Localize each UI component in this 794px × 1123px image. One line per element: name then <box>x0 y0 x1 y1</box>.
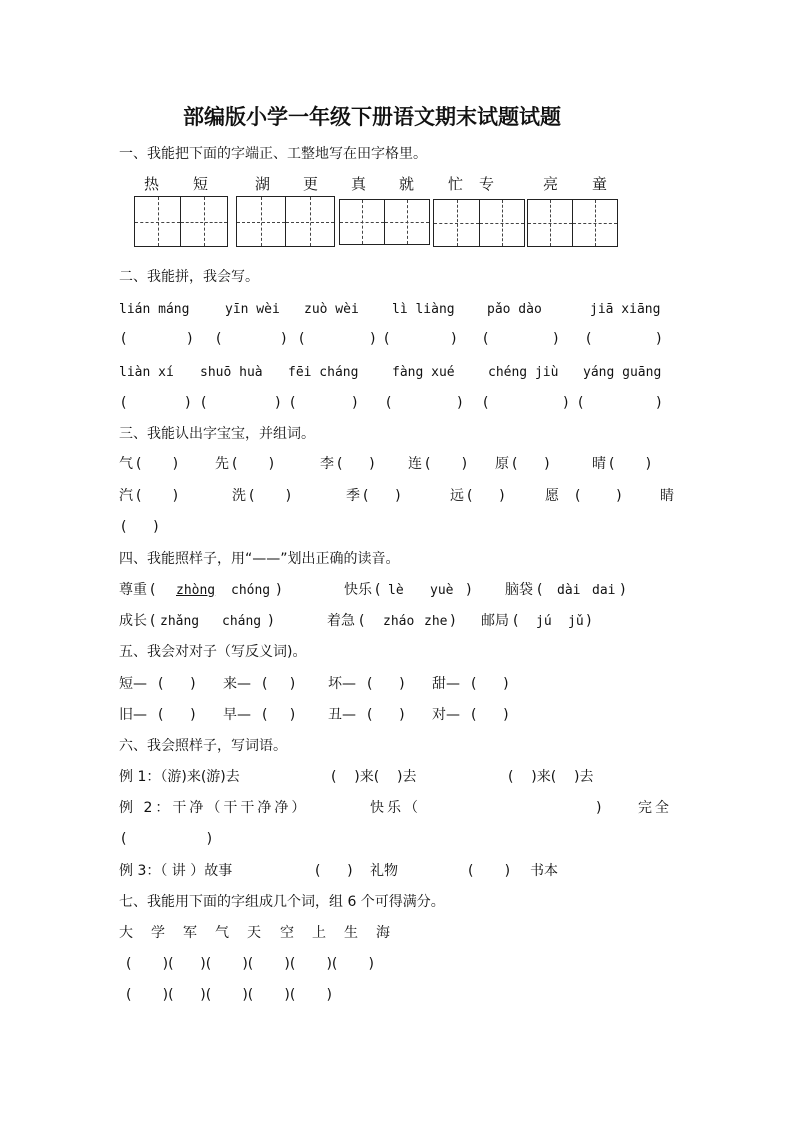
tianzige-cell[interactable] <box>339 199 385 245</box>
q7-blank-row-2: ( )( )( )( )( ) <box>126 987 332 1003</box>
pinyin-item: pǎo dào <box>487 302 542 317</box>
pinyin-option[interactable]: jú <box>536 614 552 629</box>
pinyin-item: yīn wèi <box>225 302 280 317</box>
pinyin-option[interactable]: zhòng <box>176 583 216 598</box>
pinyin-option[interactable]: dai <box>592 583 616 598</box>
pinyin-option[interactable]: zhǎng <box>160 614 200 629</box>
q3-heading: 三、我能认出字宝宝，并组词。 <box>119 426 315 442</box>
q7-blank-row-1: ( )( )( )( )( )( ) <box>126 956 375 972</box>
q1-char: 更 <box>303 175 319 193</box>
pinyin-option[interactable]: dài <box>557 583 581 598</box>
pinyin-item: lì liàng <box>392 302 455 317</box>
tianzige-cell[interactable] <box>527 199 573 247</box>
pinyin-item: chéng jiù <box>488 365 559 380</box>
q1-char: 短 <box>193 175 209 193</box>
pinyin-option[interactable]: lè <box>388 583 404 598</box>
q1-char: 亮 <box>543 175 559 193</box>
tianzige-cell[interactable] <box>180 196 228 247</box>
pinyin-option[interactable]: chóng <box>231 583 271 598</box>
pinyin-option[interactable]: yuè <box>430 583 454 598</box>
tianzige-cell[interactable] <box>134 196 181 247</box>
q1-char: 湖 <box>255 175 271 193</box>
pinyin-item: fàng xué <box>392 365 455 380</box>
q7-heading: 七、我能用下面的字组成几个词，组 6 个可得满分。 <box>119 894 445 910</box>
pinyin-item: lián máng <box>119 302 190 317</box>
q1-char: 专 <box>479 175 495 193</box>
q5-heading: 五、我会对对子（写反义词)。 <box>119 644 307 660</box>
tianzige-cell[interactable] <box>236 196 286 247</box>
pinyin-option[interactable]: zhe <box>424 614 448 629</box>
pinyin-item: jiā xiāng <box>590 302 661 317</box>
q2-heading: 二、我能拼，我会写。 <box>119 269 259 285</box>
pinyin-item: fēi cháng <box>288 365 359 380</box>
tianzige-cell[interactable] <box>572 199 618 247</box>
q1-char: 真 <box>351 175 367 193</box>
pinyin-option[interactable]: zháo <box>383 614 415 629</box>
tianzige-cell[interactable] <box>384 199 430 245</box>
q1-char: 就 <box>399 175 415 193</box>
pinyin-item: shuō huà <box>200 365 263 380</box>
q1-char: 忙 <box>448 175 464 193</box>
page-title: 部编版小学一年级下册语文期末试题试题 <box>183 104 561 129</box>
tianzige-cell[interactable] <box>479 199 525 247</box>
pinyin-item: yáng guāng <box>583 365 662 380</box>
pinyin-item: zuò wèi <box>304 302 359 317</box>
tianzige-cell[interactable] <box>433 199 480 247</box>
tianzige-cell[interactable] <box>285 196 335 247</box>
pinyin-option[interactable]: jǔ <box>568 614 584 629</box>
q1-heading: 一、我能把下面的字端正、工整地写在田字格里。 <box>119 146 427 162</box>
q4-heading: 四、我能照样子，用“——”划出正确的读音。 <box>119 551 400 567</box>
q1-char: 热 <box>144 175 160 193</box>
q6-heading: 六、我会照样子，写词语。 <box>119 738 287 754</box>
pinyin-option[interactable]: cháng <box>222 614 262 629</box>
q1-char: 童 <box>592 175 608 193</box>
pinyin-item: liàn xí <box>119 365 174 380</box>
